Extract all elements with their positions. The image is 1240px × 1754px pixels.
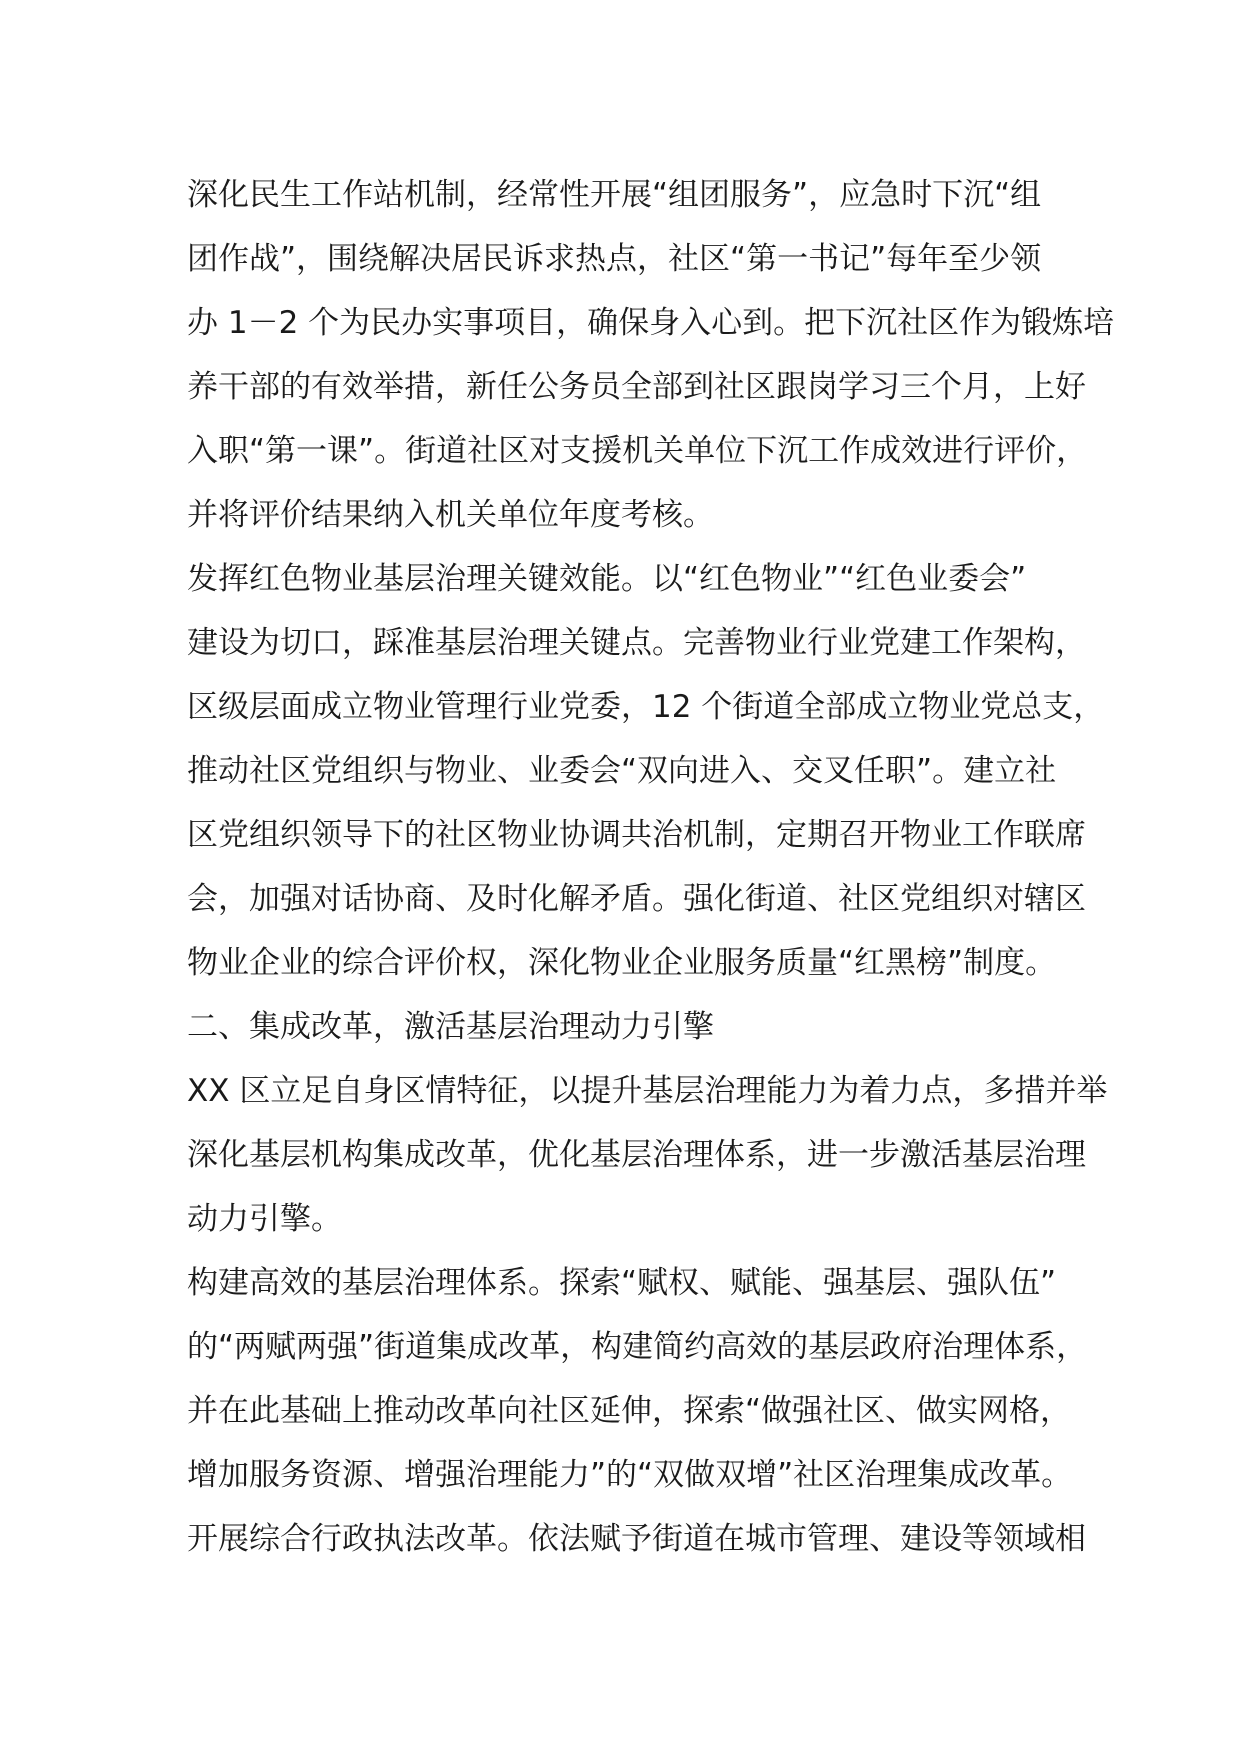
text-line: 并在此基础上推动改革向社区延伸，探索“做强社区、做实网格， bbox=[187, 1393, 1072, 1429]
text-line: 动力引擎。 bbox=[187, 1201, 342, 1237]
text-line: 团作战”，围绕解决居民诉求热点，社区“第一书记”每年至少领 bbox=[187, 241, 1042, 277]
text-line: 物业企业的综合评价权，深化物业企业服务质量“红黑榜”制度。 bbox=[187, 945, 1057, 981]
text-line: 深化基层机构集成改革，优化基层治理体系，进一步激活基层治理 bbox=[187, 1137, 1086, 1173]
document-body bbox=[187, 163, 1115, 1571]
text-line: 养干部的有效举措，新任公务员全部到社区跟岗学习三个月，上好 bbox=[187, 369, 1086, 405]
text-line: 区级层面成立物业管理行业党委，12 个街道全部成立物业党总支， bbox=[187, 689, 1105, 725]
text-line: 的“两赋两强”街道集成改革，构建简约高效的基层政府治理体系， bbox=[187, 1329, 1088, 1365]
text-line: 入职“第一课”。街道社区对支援机关单位下沉工作成效进行评价， bbox=[187, 433, 1088, 469]
text-line: 发挥红色物业基层治理关键效能。以“红色物业”“红色业委会” bbox=[187, 561, 1027, 597]
text-line: 区党组织领导下的社区物业协调共治机制，定期召开物业工作联席 bbox=[187, 817, 1086, 853]
text-line: 办 1－2 个为民办实事项目，确保身入心到。把下沉社区作为锻炼培 bbox=[187, 305, 1115, 341]
text-line: 深化民生工作站机制，经常性开展“组团服务”，应急时下沉“组 bbox=[187, 177, 1042, 213]
text-line: XX 区立足自身区情特征，以提升基层治理能力为着力点，多措并举 bbox=[187, 1073, 1108, 1109]
text-line: 推动社区党组织与物业、业委会“双向进入、交叉任职”。建立社 bbox=[187, 753, 1057, 789]
section-heading: 二、集成改革，激活基层治理动力引擎 bbox=[187, 1009, 714, 1045]
text-line: 并将评价结果纳入机关单位年度考核。 bbox=[187, 497, 714, 533]
text-line: 增加服务资源、增强治理能力”的“双做双增”社区治理集成改革。 bbox=[187, 1457, 1073, 1493]
text-line: 构建高效的基层治理体系。探索“赋权、赋能、强基层、强队伍” bbox=[187, 1265, 1057, 1301]
text-line: 开展综合行政执法改革。依法赋予街道在城市管理、建设等领域相 bbox=[187, 1521, 1086, 1557]
text-line: 会，加强对话协商、及时化解矛盾。强化街道、社区党组织对辖区 bbox=[187, 881, 1086, 917]
text-line: 建设为切口，踩准基层治理关键点。完善物业行业党建工作架构， bbox=[187, 625, 1086, 661]
